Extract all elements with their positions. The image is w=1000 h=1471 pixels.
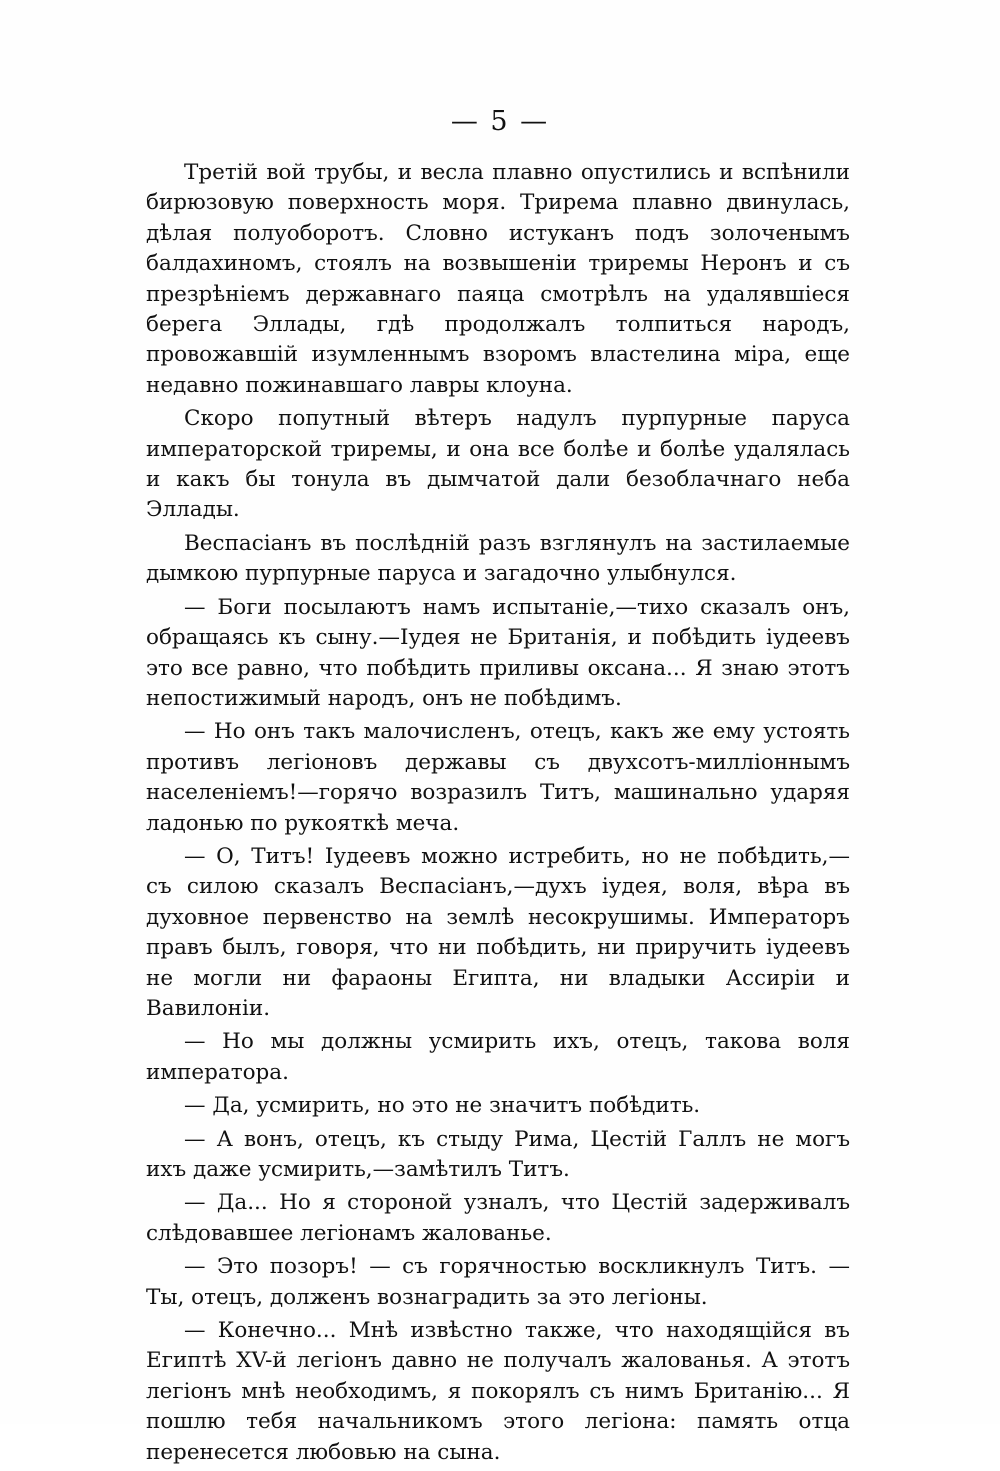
paragraph: Веспасіанъ въ послѣдній разъ взглянулъ на застилаемые дымкою пурпурные паруса и загадочно улыбнулся. xyxy=(146,530,850,587)
page-number: — 5 — xyxy=(450,106,550,137)
page-body-text xyxy=(146,158,850,1471)
paragraph: — Конечно... Мнѣ извѣстно также, что находящійся въ Египтѣ XV-й легіонъ давно не получалъ жалованья. А этотъ легіонъ мнѣ необходимъ, я покорялъ съ нимъ Британію... Я пошлю тебя начальникомъ этого легіона: память отца перенесется любовью на сына. xyxy=(146,1318,850,1465)
paragraph: Скоро попутный вѣтеръ надулъ пурпурные паруса императорской триремы, и она все болѣе и болѣе удалялась и какъ бы тонула въ дымчатой дали безоблачнаго неба Эллады. xyxy=(146,406,850,523)
paragraph: — Боги посылаютъ намъ испытаніе,—тихо сказалъ онъ, обращаясь къ сыну.—Іудея не Британія, и побѣдить іудеевъ это все равно, что побѣдить приливы оксана... Я знаю этотъ непостижимый народъ, онъ не побѣдимъ. xyxy=(146,594,850,711)
paragraph: — Но мы должны усмирить ихъ, отецъ, такова воля императора. xyxy=(146,1029,850,1085)
paragraph: — Да... Но я стороной узналъ, что Цестій задерживалъ слѣдовавшее легіонамъ жалованье. xyxy=(146,1190,850,1246)
paragraph: — Да, усмирить, но это не значитъ побѣдить. xyxy=(184,1093,701,1119)
paragraph: — А вонъ, отецъ, къ стыду Рима, Цестій Галлъ не могъ ихъ даже усмирить,—замѣтилъ Титъ. xyxy=(146,1126,850,1182)
paragraph: Третій вой трубы, и весла плавно опустились и вспѣнили бирюзовую поверхность моря. Трирема плавно двинулась, дѣлая полуоборотъ. Словно истуканъ подъ золоченымъ балдахиномъ, стоялъ на возвышеніи триремы Неронъ и съ презрѣніемъ державнаго паяца смотрѣлъ на удалявшіеся берега Эллады, гдѣ продолжалъ толпиться народъ, провожавшій изумленнымъ взоромъ властелина міра, еще недавно пожинавшаго лавры клоуна. xyxy=(146,160,850,398)
paragraph: — Это позоръ! — съ горячностью воскликнулъ Титъ. — Ты, отецъ, долженъ вознаградить за это легіоны. xyxy=(146,1254,850,1310)
paragraph: — О, Титъ! Іудеевъ можно истребить, но не побѣдить,— съ силою сказалъ Веспасіанъ,—духъ іудея, воля, вѣра въ духовное первенство на землѣ несокрушимы. Императоръ правъ былъ, говоря, что ни побѣдить, ни приручить іудеевъ не могли ни фараоны Египта, ни владыки Ассиріи и Вавилоніи. xyxy=(146,843,850,1021)
paragraph: — Но онъ такъ малочисленъ, отецъ, какъ же ему устоять противъ легіоновъ державы съ двухсотъ-милліоннымъ населеніемъ!—горячо возразилъ Титъ, машинально ударяя ладонью по рукояткѣ меча. xyxy=(146,719,850,836)
